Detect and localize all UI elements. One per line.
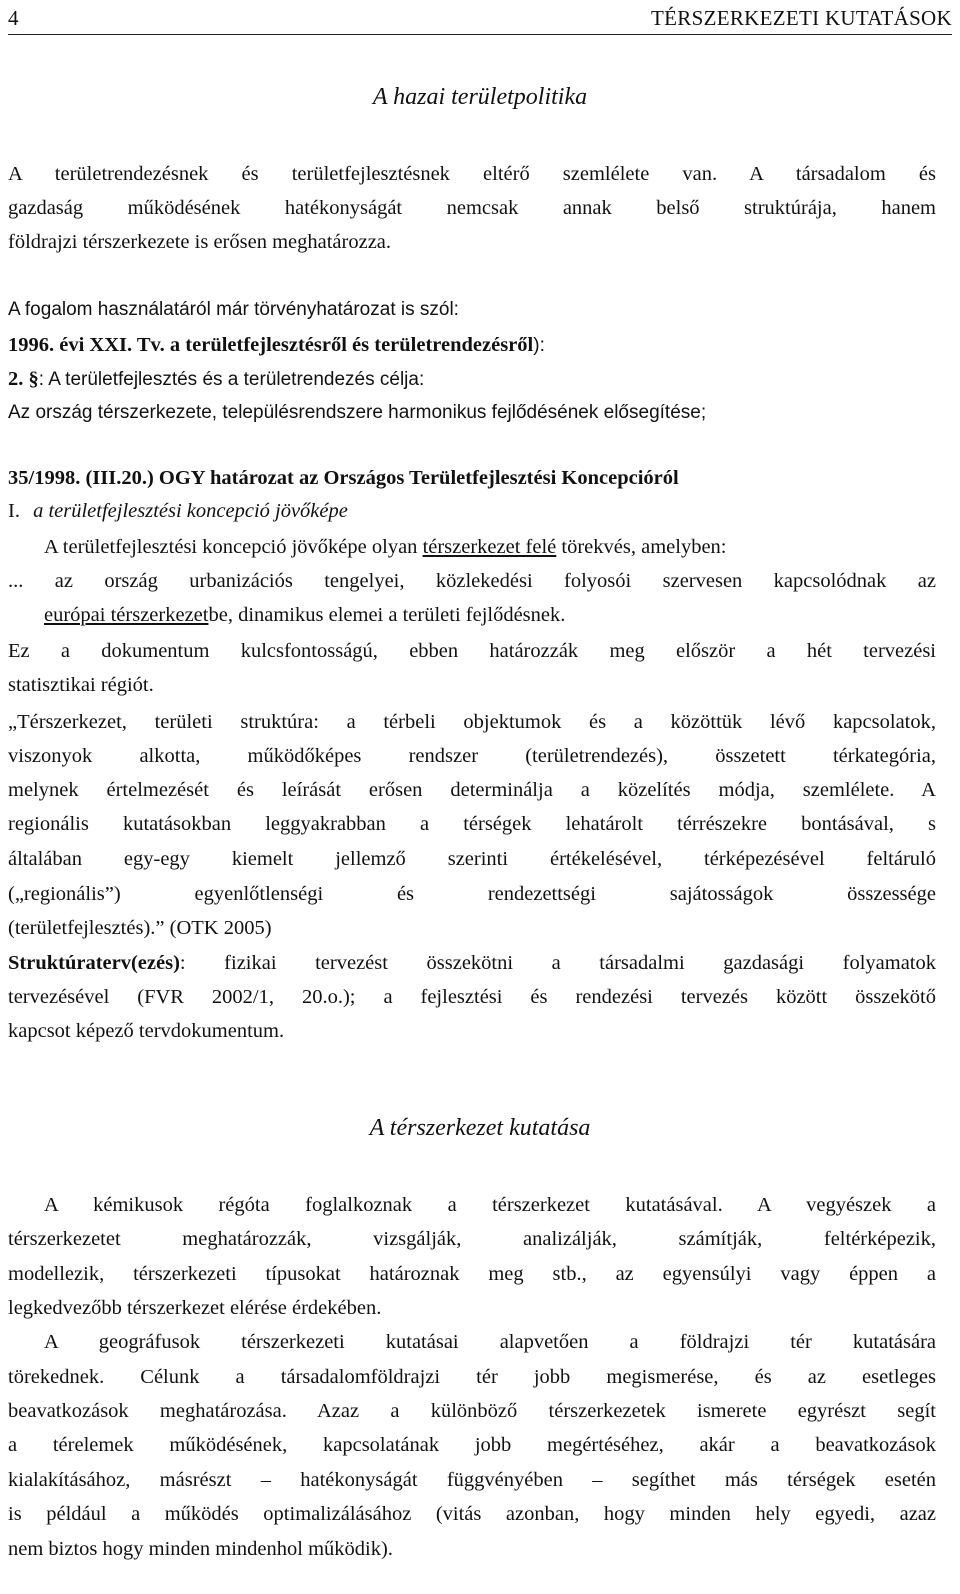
law-paragraph-number: 2. § (8, 368, 39, 390)
ogy-line-text: be, dinamikus elemei a területi fejlődésnek. (208, 604, 566, 626)
ogy-line (44, 603, 565, 627)
paragraph-line: beavatkozások meghatározása. Azaz a különböző térszerkezetek ismerete egyrészt segít (8, 1400, 936, 1422)
quote-line: viszonyok alkotta, működőképes rendszer (területrendezés), összetett térkategória, (8, 745, 936, 767)
ogy-line-text: törekvés, amelyben: (556, 536, 727, 558)
paragraph-line: A geográfusok térszerkezeti kutatásai alapvetően a földrajzi tér kutatására (44, 1331, 936, 1353)
ogy-line-text: A területfejlesztési koncepció jövőképe olyan (44, 536, 423, 558)
page-header (8, 6, 952, 35)
paragraph-line: földrajzi térszerkezete is erősen meghatározza. (8, 231, 392, 253)
law-title (8, 333, 545, 358)
ogy-line: ... az ország urbanizációs tengelyei, közlekedési folyosói szervesen kapcsolódnak az (8, 570, 936, 592)
paragraph-line: törekednek. Célunk a társadalomföldrajzi tér jobb megismerése, és az esetleges (8, 1366, 936, 1388)
quote-line: általában egy-egy kiemelt jellemző szerinti értékelésével, térképezésével feltáruló (8, 848, 936, 870)
quote-line: („regionális”) egyenlőtlenségi és rendezettségi sajátosságok összessége (8, 883, 936, 905)
ogy-subheading-text: a területfejlesztési koncepció jövőképe (33, 500, 348, 522)
quote-line: regionális kutatásokban leggyakrabban a térségek lehatárolt térrészekre bontásával, s (8, 813, 936, 835)
law-title-suffix: ): (533, 335, 545, 356)
ogy-subheading (8, 499, 348, 523)
law-title-text: 1996. évi XXI. Tv. a területfejlesztésről és területrendezésről (8, 334, 534, 356)
section-title: A térszerkezet kutatása (369, 1115, 591, 1141)
paragraph-line: kialakításához, másrészt – hatékonyságát függvényében – segíthet más térségek esetén (8, 1469, 936, 1491)
definition-line: kapcsot képező tervdokumentum. (8, 1020, 285, 1042)
law-intro: A fogalom használatáról már törvényhatározat is szól: (8, 299, 459, 320)
paragraph-line: is például a működés optimalizálásához (vitás azonban, hogy minden hely egyedi, azaz (8, 1503, 936, 1525)
section-title: A hazai területpolitika (372, 84, 588, 110)
law-paragraph (8, 367, 424, 392)
paragraph-line: legkedvezőbb térszerkezet elérése érdekében. (8, 1297, 382, 1319)
law-paragraph-body: Az ország térszerkezete, településrendszere harmonikus fejlődésének elősegítése; (8, 402, 707, 423)
quote-line: (területfejlesztés).” (OTK 2005) (8, 917, 272, 939)
paragraph-line: térszerkezetet meghatározzák, vizsgálják, analizálják, számítják, feltérképezik, (8, 1228, 936, 1250)
note-line: Ez a dokumentum kulcsfontosságú, ebben határozzák meg először a hét tervezési (8, 640, 936, 662)
paragraph-line: A kémikusok régóta foglalkoznak a térszerkezet kutatásával. A vegyészek a (44, 1194, 936, 1216)
definition-line: tervezésével (FVR 2002/1, 20.o.); a fejlesztési és rendezési tervezés között összekötő (8, 986, 936, 1008)
running-title: TÉRSZERKEZETI KUTATÁSOK (651, 6, 952, 30)
paragraph-line: nem biztos hogy minden mindenhol működik). (8, 1538, 393, 1560)
underlined-term: európai térszerkezet (44, 604, 209, 626)
ogy-decision-title: 35/1998. (III.20.) OGY határozat az Országos Területfejlesztési Koncepcióról (8, 467, 679, 489)
paragraph-line: gazdaság működésének hatékonyságát nemcsak annak belső struktúrája, hanem (8, 197, 936, 219)
definition-text: : fizikai tervezést összekötni a társadalmi gazdasági folyamatok (179, 952, 936, 974)
quote-line: melynek értelmezését és leírását erősen determinálja a közelítés módja, szemlélete. A (8, 779, 936, 801)
roman-numeral: I. (8, 500, 20, 522)
quote-line: „Térszerkezet, területi struktúra: a térbeli objektumok és a közöttük lévő kapcsolatok, (8, 711, 936, 733)
definition-term: Struktúraterv(ezés) (8, 952, 180, 974)
definition-line (8, 951, 936, 975)
law-paragraph-text: : A területfejlesztés és a területrendezés célja: (38, 369, 425, 390)
note-line: statisztikai régiót. (8, 674, 154, 696)
paragraph-line: A területrendezésnek és területfejlesztésnek eltérő szemlélete van. A társadalom és (8, 163, 936, 185)
paragraph-line: modellezik, térszerkezeti típusokat határoznak meg stb., az egyensúlyi vagy éppen a (8, 1263, 936, 1285)
page-number: 4 (8, 6, 19, 30)
ogy-line (44, 535, 727, 559)
paragraph-line: a térelemek működésének, kapcsolatának jobb megértéséhez, akár a beavatkozások (8, 1434, 936, 1456)
underlined-term: térszerkezet felé (422, 536, 557, 558)
